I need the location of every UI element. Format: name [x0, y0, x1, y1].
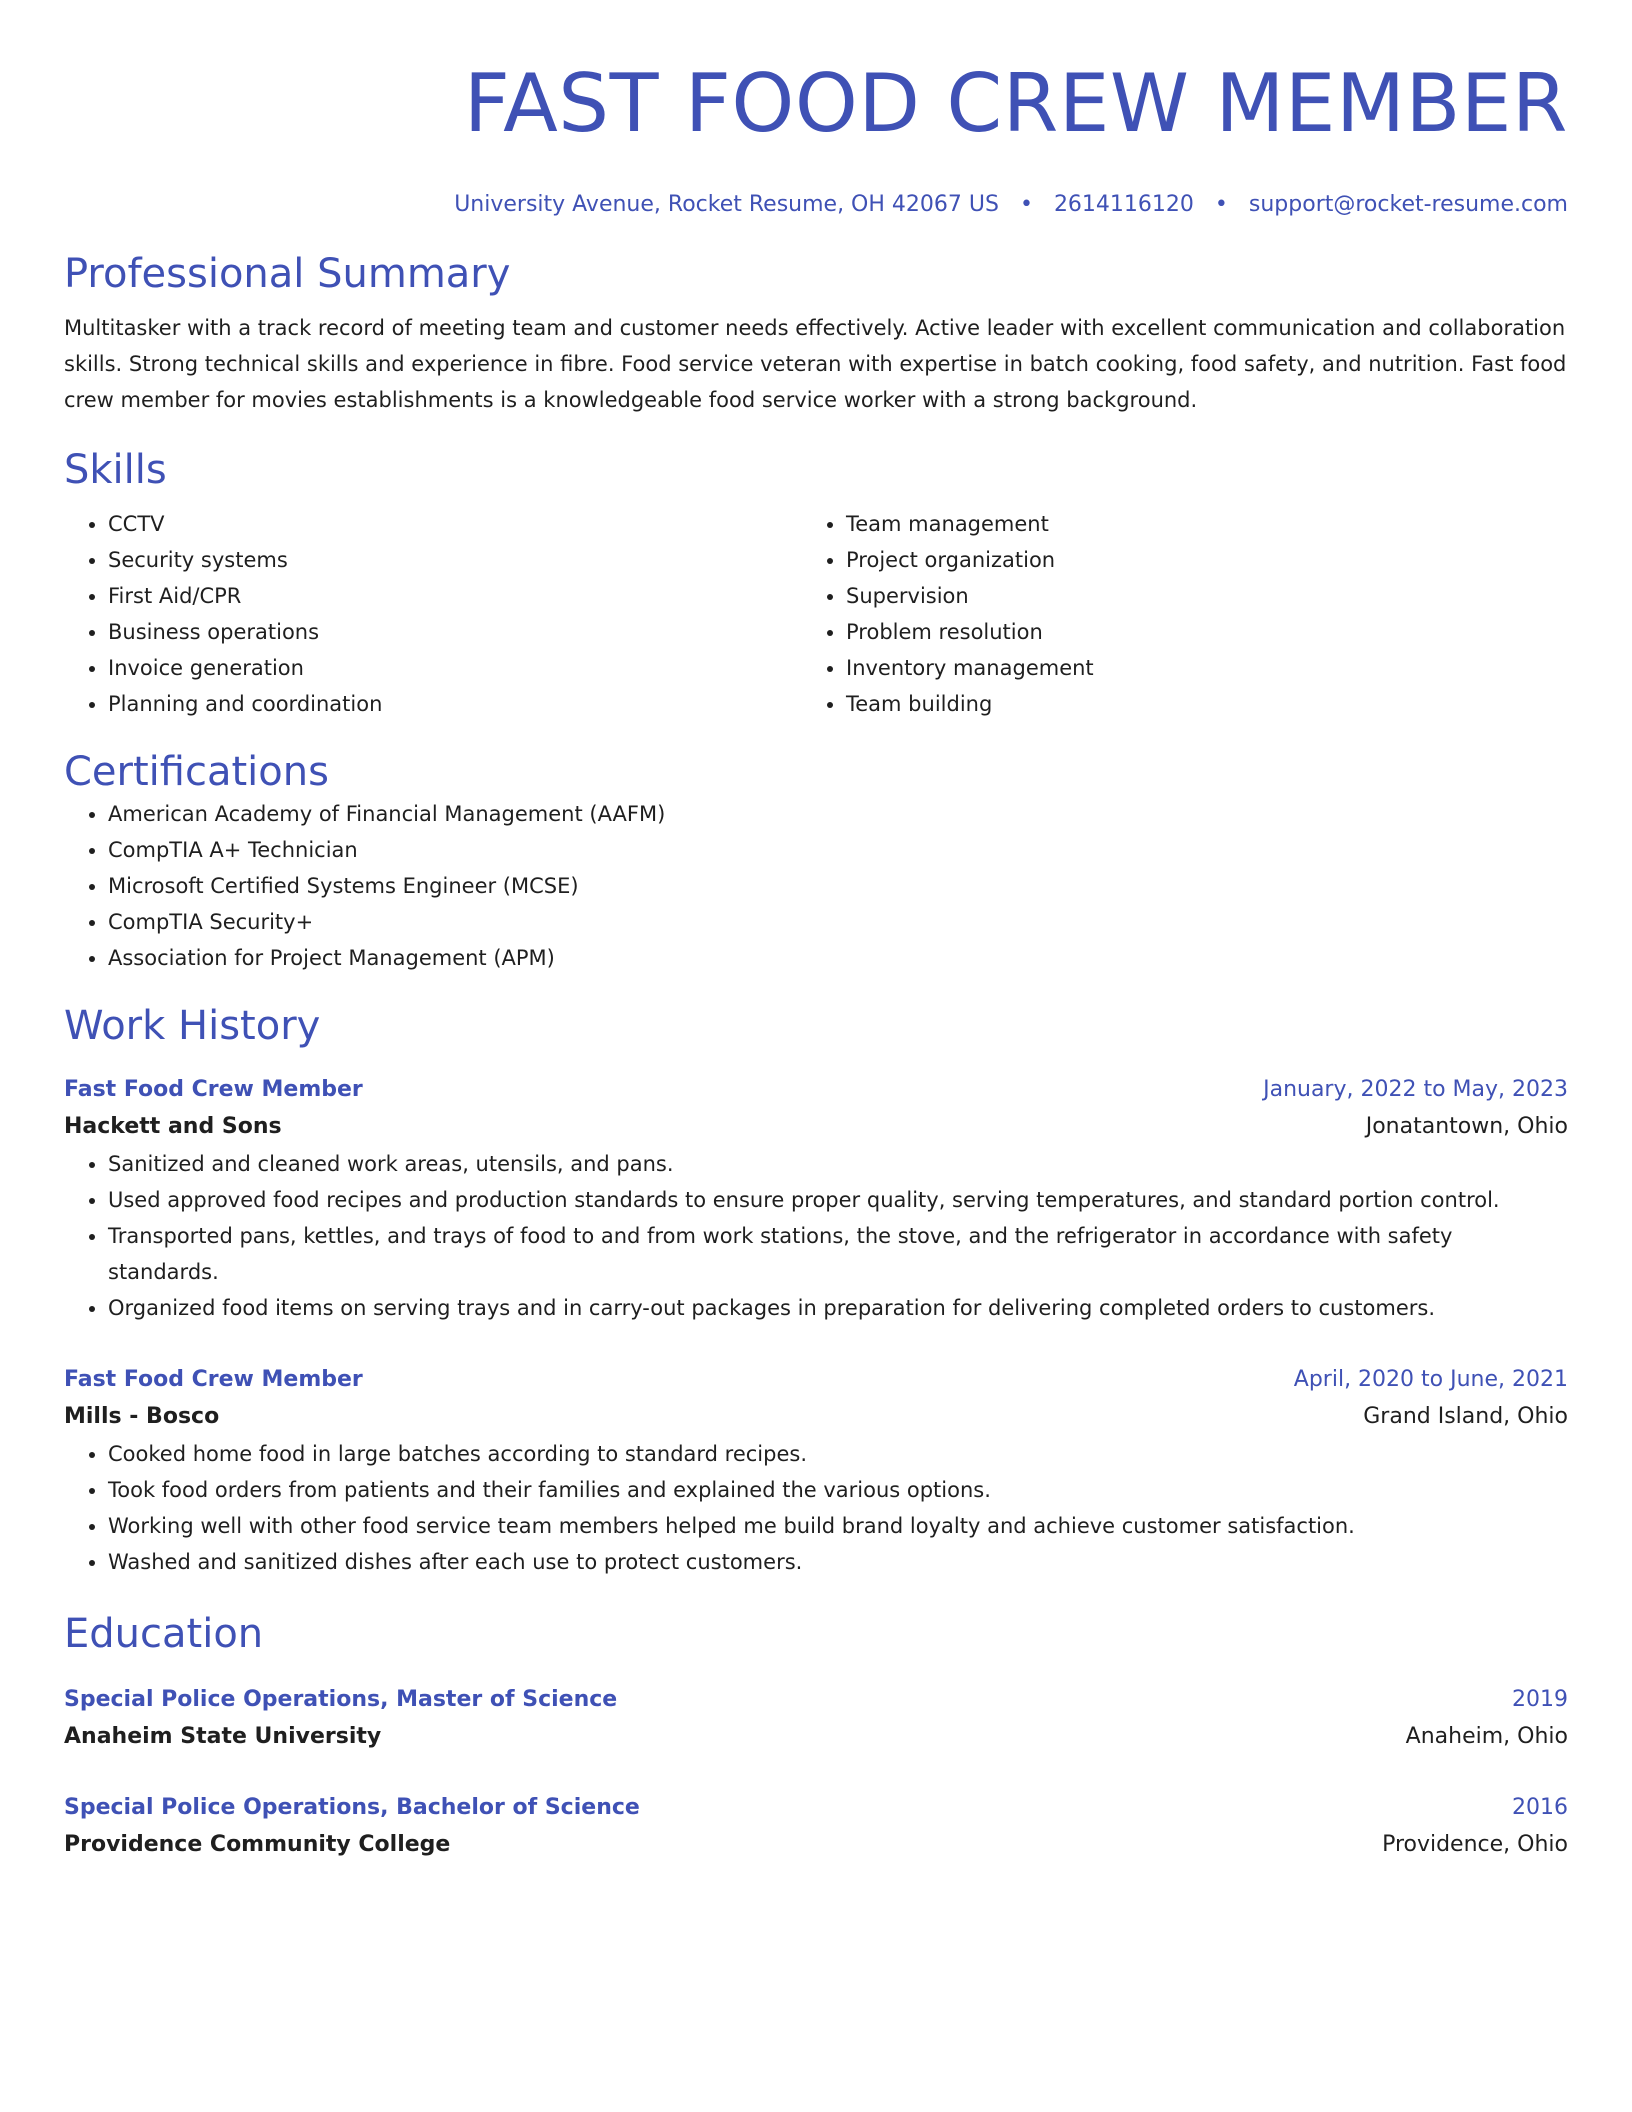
summary-heading: Professional Summary [64, 251, 511, 297]
job-company: Hackett and Sons [64, 1114, 282, 1139]
job-duty: • Took food orders from patients and their families and explained the various options. [108, 1472, 1568, 1508]
job-duty: • Transported pans, kettles, and trays of food to and from work stations, the stove, and the refrigerator in accordance with safety standards. [108, 1218, 1568, 1290]
skill-item: • Team building [846, 686, 1540, 722]
skills-list-right [802, 506, 1540, 722]
certification-item: • Microsoft Certified Systems Engineer (MCSE) [108, 868, 1568, 904]
contact-phone: 2614116120 [1053, 192, 1194, 217]
skill-item: • Planning and coordination [108, 686, 802, 722]
certification-item: • American Academy of Financial Management (AAFM) [108, 796, 1568, 832]
skill-item: • Problem resolution [846, 614, 1540, 650]
job-duty: • Sanitized and cleaned work areas, utensils, and pans. [108, 1146, 1568, 1182]
job-duty: • Cooked home food in large batches according to standard recipes. [108, 1436, 1568, 1472]
skill-item: • Project organization [846, 542, 1540, 578]
job-duties-list [64, 1146, 1568, 1326]
job-company-row [64, 1108, 1568, 1146]
education-school-row [64, 1826, 1568, 1864]
certification-item: • Association for Project Management (APM) [108, 940, 1568, 976]
skills-heading: Skills [64, 447, 167, 493]
contact-email: support@rocket-resume.com [1248, 192, 1568, 217]
education-location: Providence, Ohio [1382, 1832, 1568, 1857]
job-role: Fast Food Crew Member [64, 1077, 363, 1102]
education-year: 2016 [1512, 1795, 1568, 1820]
job-duties-list [64, 1436, 1568, 1580]
education-school: Providence Community College [64, 1832, 451, 1857]
skill-item: • First Aid/CPR [108, 578, 802, 614]
skills-column-right [802, 506, 1540, 722]
job-location: Jonatantown, Ohio [1365, 1114, 1568, 1139]
education-degree-row [64, 1682, 1568, 1718]
job-role: Fast Food Crew Member [64, 1367, 363, 1392]
certification-item: • CompTIA A+ Technician [108, 832, 1568, 868]
job-location: Grand Island, Ohio [1363, 1404, 1568, 1429]
job-duty: • Organized food items on serving trays and in carry-out packages in preparation for delivering completed orders to customers. [108, 1290, 1568, 1326]
education-degree-row [64, 1790, 1568, 1826]
certification-item: • CompTIA Security+ [108, 904, 1568, 940]
skills-grid [64, 506, 1568, 722]
certifications-list [64, 796, 1568, 976]
job-company-row [64, 1398, 1568, 1436]
education-year: 2019 [1512, 1687, 1568, 1712]
skill-item: • Team management [846, 506, 1540, 542]
education-heading: Education [64, 1611, 264, 1657]
skills-column-left [64, 506, 802, 722]
education-degree: Special Police Operations, Bachelor of Science [64, 1795, 640, 1820]
education-entry [64, 1790, 1568, 1864]
education-entry [64, 1682, 1568, 1756]
work-history-heading: Work History [64, 1003, 321, 1049]
education-school-row [64, 1718, 1568, 1756]
resume-name: FAST FOOD CREW MEMBER [463, 57, 1568, 150]
education-school: Anaheim State University [64, 1724, 382, 1749]
job-dates: January, 2022 to May, 2023 [1263, 1077, 1568, 1102]
contact-separator: • [1019, 192, 1033, 217]
education-location: Anaheim, Ohio [1405, 1724, 1568, 1749]
job-header-row [64, 1362, 1568, 1398]
skill-item: • Security systems [108, 542, 802, 578]
skill-item: • CCTV [108, 506, 802, 542]
certifications-heading: Certifications [64, 749, 329, 795]
job-entry [64, 1072, 1568, 1326]
job-duty: • Working well with other food service team members helped me build brand loyalty and achieve customer satisfaction. [108, 1508, 1568, 1544]
contact-separator: • [1214, 192, 1228, 217]
summary-text: Multitasker with a track record of meeting team and customer needs effectively. Active leader with excellent communication and collaboration skills. Strong technical skills and experience in fibre. Food service veteran with expertise in batch cooking, food safety, and nutrition. Fast food crew member for movies establishments is a knowledgeable food service worker with a strong background. [64, 316, 1567, 412]
skill-item: • Business operations [108, 614, 802, 650]
job-company: Mills - Bosco [64, 1404, 220, 1429]
education-degree: Special Police Operations, Master of Science [64, 1687, 618, 1712]
job-duty: • Washed and sanitized dishes after each use to protect customers. [108, 1544, 1568, 1580]
skill-item: • Inventory management [846, 650, 1540, 686]
contact-address: University Avenue, Rocket Resume, OH 42067 US [454, 192, 999, 217]
job-duty: • Used approved food recipes and production standards to ensure proper quality, serving temperatures, and standard portion control. [108, 1182, 1568, 1218]
job-entry [64, 1362, 1568, 1580]
job-dates: April, 2020 to June, 2021 [1293, 1367, 1568, 1392]
skills-list-left [64, 506, 802, 722]
contact-line [64, 190, 1568, 220]
job-header-row [64, 1072, 1568, 1108]
skill-item: • Invoice generation [108, 650, 802, 686]
skill-item: • Supervision [846, 578, 1540, 614]
